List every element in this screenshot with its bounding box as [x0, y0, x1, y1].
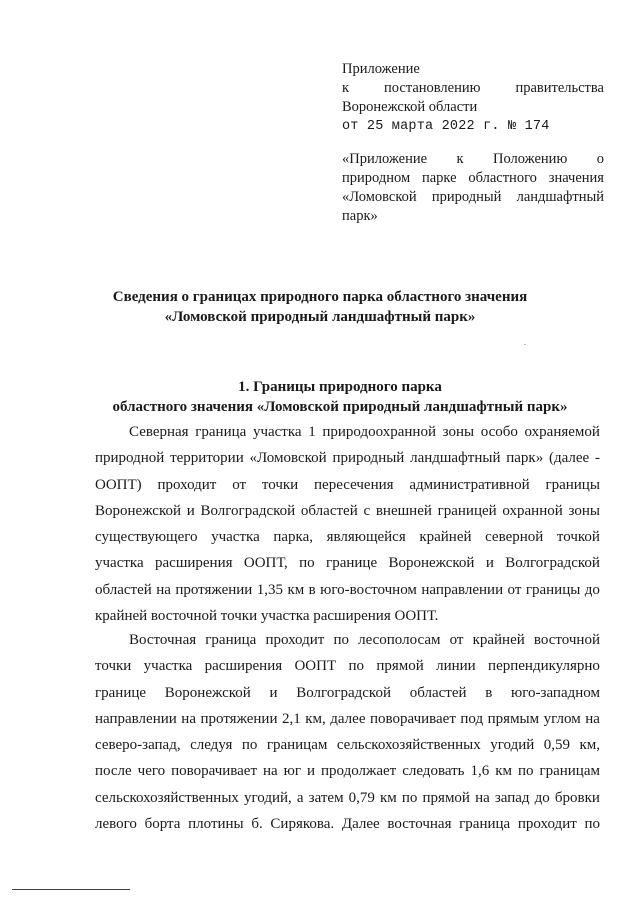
word: сельскохозяйственных: [336, 737, 481, 754]
word: лесополосам: [358, 632, 441, 648]
word: точки: [95, 658, 132, 675]
word: прямым: [487, 710, 540, 727]
word: протяжении: [175, 581, 253, 598]
word: продолжает: [320, 763, 397, 780]
word: на: [475, 789, 490, 806]
word: направлении: [421, 581, 504, 598]
word: проходит: [517, 816, 577, 833]
word: на: [585, 710, 600, 727]
text-line: [95, 445, 600, 471]
text-line: [95, 419, 600, 445]
text-line: [95, 524, 600, 550]
word: Волгоградской: [200, 502, 296, 519]
paragraph-northern-boundary: [95, 419, 600, 629]
word: «Ломовской: [342, 189, 417, 205]
word: границы: [545, 476, 600, 493]
word: 2,1: [281, 710, 301, 727]
word: охранной: [502, 502, 563, 519]
word: границе: [95, 684, 147, 701]
footer-rule: [12, 889, 130, 890]
word: парке: [421, 170, 457, 186]
word: по: [517, 763, 534, 780]
word: и: [269, 684, 278, 701]
word: после: [95, 763, 132, 780]
word: границам: [266, 737, 328, 754]
word: ландшафтный: [410, 450, 501, 467]
word: угодий: [490, 737, 535, 754]
word: км: [287, 581, 305, 598]
word: проходит: [265, 632, 325, 648]
word: на: [156, 581, 171, 598]
word: административной: [409, 476, 530, 493]
word: к: [342, 80, 350, 96]
appendix-quote: [342, 150, 604, 226]
word: сельскохозяйственных: [95, 789, 239, 806]
word: км,: [305, 710, 326, 727]
word: являющейся: [326, 529, 406, 546]
word: существующего: [95, 529, 198, 546]
word: юг: [283, 763, 302, 780]
word: областей: [95, 581, 152, 598]
word: по: [401, 789, 418, 806]
text-line: [95, 680, 600, 706]
word: граница: [205, 632, 257, 648]
word: постановлению: [384, 80, 481, 96]
word: -: [594, 450, 600, 467]
word: бровки: [554, 789, 600, 806]
word: природный: [431, 189, 502, 205]
word: пересечения: [314, 476, 394, 493]
word: с: [363, 502, 371, 519]
word: территории: [170, 450, 244, 467]
word: 0,59: [543, 737, 570, 754]
word: Далее: [341, 816, 380, 833]
word: направлении: [95, 710, 177, 727]
word: плотины: [188, 816, 244, 833]
word: а: [296, 789, 304, 806]
word: следовать: [402, 763, 465, 780]
word: природоохранной: [322, 424, 436, 440]
word: «Приложение: [342, 151, 428, 167]
word: зоны: [442, 424, 475, 440]
appendix-line-2: [342, 79, 604, 98]
text-line: [95, 577, 600, 603]
word: границей: [437, 502, 497, 519]
word: Воронежской: [164, 684, 251, 701]
text-line: [95, 653, 600, 679]
word: следуя: [190, 737, 233, 754]
word: прямой: [422, 789, 470, 806]
word: к: [456, 151, 464, 167]
word: Воронежской: [95, 502, 181, 519]
word: запад: [494, 789, 530, 806]
word: Положению: [493, 151, 568, 167]
quote-last-line: парк»: [342, 208, 378, 224]
word: в: [308, 581, 316, 598]
word: под: [460, 710, 484, 727]
word: 1: [308, 424, 316, 440]
word: и: [186, 502, 195, 519]
word: Северная: [129, 424, 189, 440]
word: границе: [326, 555, 378, 572]
word: по: [584, 816, 600, 833]
text-line: [95, 472, 600, 498]
word: природном: [342, 170, 411, 186]
word: «Ломовской: [249, 450, 327, 467]
word: км,: [579, 737, 600, 754]
quote-line: [342, 150, 604, 169]
text-line-last: крайней восточной точки участка расширения ООПТ.: [95, 608, 439, 625]
word: Волгоградской: [296, 684, 391, 701]
word: юго-восточном: [320, 581, 417, 598]
word: расширения: [155, 555, 233, 572]
appendix-date-number: от 25 марта 2022 г. № 174: [342, 119, 550, 134]
text-line: [95, 758, 600, 784]
word: охраняемой: [524, 424, 600, 440]
word: от: [232, 476, 247, 493]
word: на: [263, 763, 278, 780]
word: Восточная: [129, 632, 197, 648]
text-line: [95, 785, 600, 811]
word: областного: [468, 170, 537, 186]
word: зоны: [568, 502, 600, 519]
appendix-region: Воронежской области: [342, 99, 478, 115]
word: прямой: [376, 658, 424, 675]
text-line: [95, 811, 600, 837]
word: ООПТ: [294, 658, 337, 675]
word: граница: [195, 424, 247, 440]
word: северо-запад,: [95, 737, 181, 754]
word: по: [348, 658, 364, 675]
word: поворачивает: [370, 710, 456, 727]
word: юго-западном: [511, 684, 600, 701]
word: на: [181, 710, 196, 727]
word: внешней: [375, 502, 432, 519]
word: областей: [409, 684, 467, 701]
title-line-1: Сведения о границах природного парка областного значения: [112, 289, 528, 305]
text-line: [95, 498, 600, 524]
word: точкой: [556, 529, 600, 546]
word: природный: [332, 450, 405, 467]
word: 1,6: [470, 763, 490, 780]
word: участка: [95, 555, 144, 572]
word: точки: [261, 476, 299, 493]
word: по: [241, 737, 258, 754]
word: участка: [143, 658, 193, 675]
word: восточной: [533, 632, 600, 648]
word: ООПТ): [95, 476, 142, 493]
word: перпендикулярно: [488, 658, 600, 675]
word: участка: [252, 424, 302, 440]
word: границам: [539, 763, 600, 780]
word: парка,: [273, 529, 313, 546]
word: углом: [543, 710, 581, 727]
text-line: [95, 627, 600, 653]
word: северной: [485, 529, 544, 546]
word: в: [485, 684, 493, 701]
word: поворачивает: [171, 763, 258, 780]
word: ландшафтный: [516, 189, 604, 205]
word: чего: [137, 763, 166, 780]
section-heading-line-1: 1. Границы природного парка: [238, 379, 442, 395]
word: протяжении: [200, 710, 278, 727]
word: борта: [144, 816, 181, 833]
quote-line: [342, 169, 604, 188]
word: крайней: [472, 632, 525, 648]
word: км: [380, 789, 397, 806]
quote-line: [342, 188, 604, 207]
text-line: [95, 550, 600, 576]
word: значения: [548, 170, 604, 186]
text-line: [95, 732, 600, 758]
word: (далее: [548, 450, 590, 467]
word: угодий,: [244, 789, 292, 806]
word: областей: [300, 502, 358, 519]
word: и: [306, 763, 316, 780]
section-heading: [60, 377, 620, 417]
title-line-2: «Ломовской природный ландшафтный парк»: [164, 309, 476, 325]
word: от: [507, 581, 522, 598]
word: ООПТ,: [243, 555, 288, 572]
section-heading-line-2: областного значения «Ломовской природный ландшафтный парк»: [112, 399, 568, 415]
word: 1,35: [256, 581, 284, 598]
word: Воронежской: [388, 555, 475, 572]
word: участка: [211, 529, 260, 546]
word: затем: [308, 789, 344, 806]
word: б.: [251, 816, 263, 833]
word: далее: [330, 710, 366, 727]
appendix-title: Приложение: [342, 61, 420, 77]
word: Волгоградской: [505, 555, 600, 572]
paragraph-eastern-boundary: [95, 627, 600, 837]
word: км: [495, 763, 512, 780]
appendix-header: [342, 60, 604, 136]
word: до: [584, 581, 600, 598]
word: граница: [459, 816, 511, 833]
word: по: [299, 555, 315, 572]
word: границы: [525, 581, 581, 598]
word: о: [596, 151, 604, 167]
word: Сирякова.: [270, 816, 335, 833]
word: особо: [480, 424, 518, 440]
word: и: [485, 555, 494, 572]
word: проходит: [157, 476, 217, 493]
document-title: [60, 287, 580, 327]
word: линии: [436, 658, 476, 675]
word: расширения: [204, 658, 283, 675]
word: природной: [95, 450, 165, 467]
word: парк»: [506, 450, 544, 467]
text-line: [95, 706, 600, 732]
word: до: [534, 789, 550, 806]
word: 0,79: [348, 789, 375, 806]
word: правительства: [515, 80, 604, 96]
word: восточная: [387, 816, 452, 833]
word: крайней: [419, 529, 472, 546]
scan-artifact: [524, 344, 526, 345]
word: по: [333, 632, 349, 648]
word: от: [449, 632, 464, 648]
word: левого: [95, 816, 137, 833]
